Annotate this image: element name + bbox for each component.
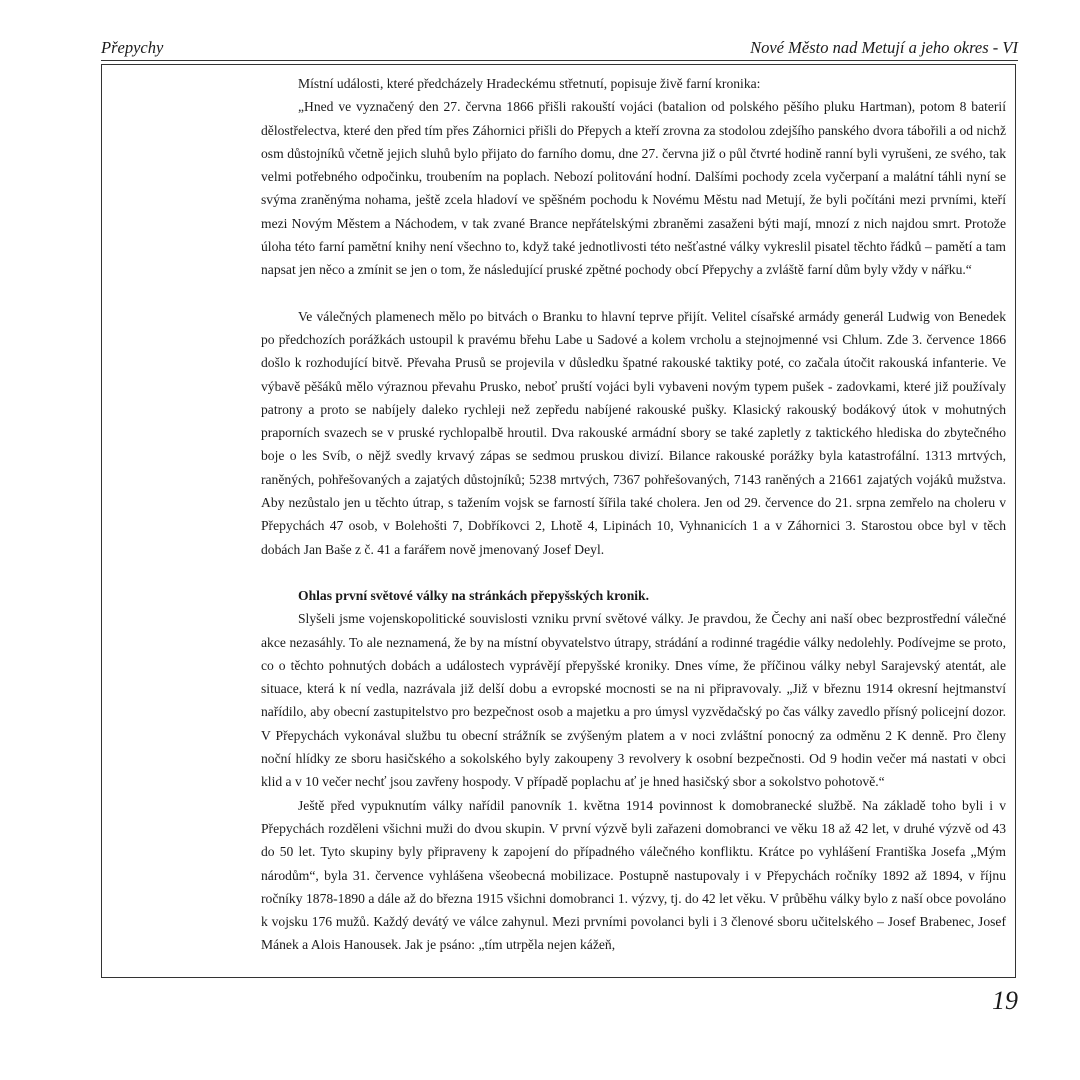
paragraph-intro: Místní události, které předcházely Hradeckému střetnutí, popisuje živě farní kronika:: [298, 76, 761, 91]
body-text: [261, 72, 1006, 957]
paragraph-chronicle-quote: „Hned ve vyznačený den 27. června 1866 přišli rakouští vojáci (batalion od polského pěšího pluku Hartman), potom 8 baterií dělostřelectva, které den před tím přes Záhornici přišli do Přepych a kteří zrovna za stodolou zdejšího panského dvora tábořili a od nichž osm důstojníků včetně jejich sluhů bylo přijato do farního domu, dne 27. června již o půl čtvrté hodině ranní byli vyrušeni, ze svého, tak velmi potřebného odpočinku, troubením na poplach. Nebozí politování hodní. Dalšími pochody zcela vyčerpaní a malátní táhli nyní se svýma zraněnýma nohama, ještě zcela hladoví ve spěšném pochodu k Novému Městu nad Metují, že byli počítáni mezi prvními, kteří mezi Novým Městem a Náchodem, v tak zvané Brance nepřátelskými zbraněmi zasaženi býti mají, mnozí z nich najdou smrt. Protože úloha této farní pamětní knihy není všechno to, když také jednotlivosti této nešťastné války vykreslil pisatel těchto řádků – pamětí a tam napsat jen něco a zmínit se jen o tom, že následující pruské zpětné pochody obcí Přepychy a zvláště farní dům byly vždy v nářku.“: [261, 99, 1006, 278]
header-book-title: Nové Město nad Metují a jeho okres - VI: [750, 38, 1018, 57]
header-rule: [101, 60, 1018, 61]
running-header: [101, 36, 1018, 60]
page-number: 19: [992, 986, 1018, 1015]
paragraph-battle: Ve válečných plamenech mělo po bitvách o Branku to hlavní teprve přijít. Velitel císařské armády generál Ludwig von Benedek po předchozích porážkách ustoupil k pravému břehu Labe u Sadové a kolem vrcholu a stejnojmenné vsi Chlum. Zde 3. července 1866 došlo k rozhodující bitvě. Převaha Prusů se projevila v důsledku špatné rakouské taktiky poté, co začala útočit rakouská infanterie. Ve výbavě pěšáků mělo výraznou převahu Prusko, neboť pruští vojáci byli vybaveni novým typem pušek - zadovkami, které již používaly patrony a proto se nabíjely daleko rychleji než zepředu nabíjené rakouské pušky. Klasický rakouský bodákový útok v mohutných praporních svazech se v pruské rychlopalbě hroutil. Dva rakouské armádní sbory se také zapletly z taktického hlediska do zbytečného boje o les Svíb, o nějž svedly krvavý zápas se sedmou pruskou divizí. Bilance rakouské porážky byla katastrofální. 1313 mrtvých, raněných, pohřešovaných a zajatých důstojníků; 5238 mrtvých, 7367 pohřešovaných, 7143 raněných a 21661 zajatých vojáků mužstva. Aby nezůstalo jen u těchto útrap, s tažením vojsk se farností šířila také cholera. Jen od 29. července do 21. srpna zemřelo na choleru v Přepychách 47 osob, v Bolehošti 7, Dobříkovci 2, Lhotě 4, Lipinách 10, Vyhnanicích 1 a v Záhornici 3. Starostou obce byl v těch dobách Jan Baše z č. 41 a farářem nově jmenovaný Josef Deyl.: [261, 308, 1006, 557]
header-section-title: Přepychy: [101, 38, 164, 57]
paragraph-ww1-intro: Slyšeli jsme vojenskopolitické souvislosti vzniku první světové války. Je pravdou, že Čechy ani naší obec bezprostřední válečné akce nezasáhly. To ale neznamená, že by na místní obyvatelstvo útrapy, strádání a rodinné tragédie války nedolehly. Podívejme se proto, co o těchto pohnutých dobách a událostech vyprávějí přepyšské kroniky. Dnes víme, že příčinou války nebyl Sarajevský atentát, ale situace, která k ní vedla, nazrávala již delší dobu a evropské mocnosti se na ni připravovaly. „Již v březnu 1914 okresní hejtmanství nařídilo, aby obecní zastupitelstvo pro bezpečnost osob a majetku a pro úmysl vyzvědačský po čas války zavedlo přísný policejní dozor. V Přepychách vykonával službu tu obecní strážník se zvýšeným platem a v noci zvláštní ponocný za odměnu 2 K denně. Pro členy noční hlídky ze sboru hasičského a sokolského byly zakoupeny 3 revolvery k osobní bezpečnosti. Od 9 hodin večer má nastati v obci klid a v 10 večer nechť jsou zavřeny hospody. V případě poplachu ať je hned hasičský sbor a sokolstvo pohotově.“: [261, 611, 1006, 790]
section-heading: Ohlas první světové války na stránkách přepyšských kronik.: [298, 587, 649, 603]
paragraph-mobilization: Ještě před vypuknutím války nařídil panovník 1. května 1914 povinnost k domobranecké službě. Na základě toho byli i v Přepychách rozděleni všichni muži do dvou skupin. V první výzvě byli zařazeni domobranci ve věku 18 až 42 let, v druhé výzvě od 43 do 50 let. Tyto skupiny byly připraveny k zapojení do případného válečného konfliktu. Krátce po vyhlášení Františka Josefa „Mým národům“, byla 31. července vyhlášena všeobecná mobilizace. Postupně nastupovaly i v Přepychách ročníky 1892 až 1894, v říjnu ročníky 1878-1890 a dále až do března 1915 všichni domobranci 1. výzvy, tj. do 42 let věku. V průběhu války bylo z naší obce povoláno k vojsku 176 mužů. Každý devátý ve válce zahynul. Mezi prvními povolanci byli i 3 členové sboru učitelského – Josef Brabenec, Josef Mánek a Alois Hanousek. Jak je psáno: „tím utrpěla nejen kážeň,: [261, 797, 1006, 953]
